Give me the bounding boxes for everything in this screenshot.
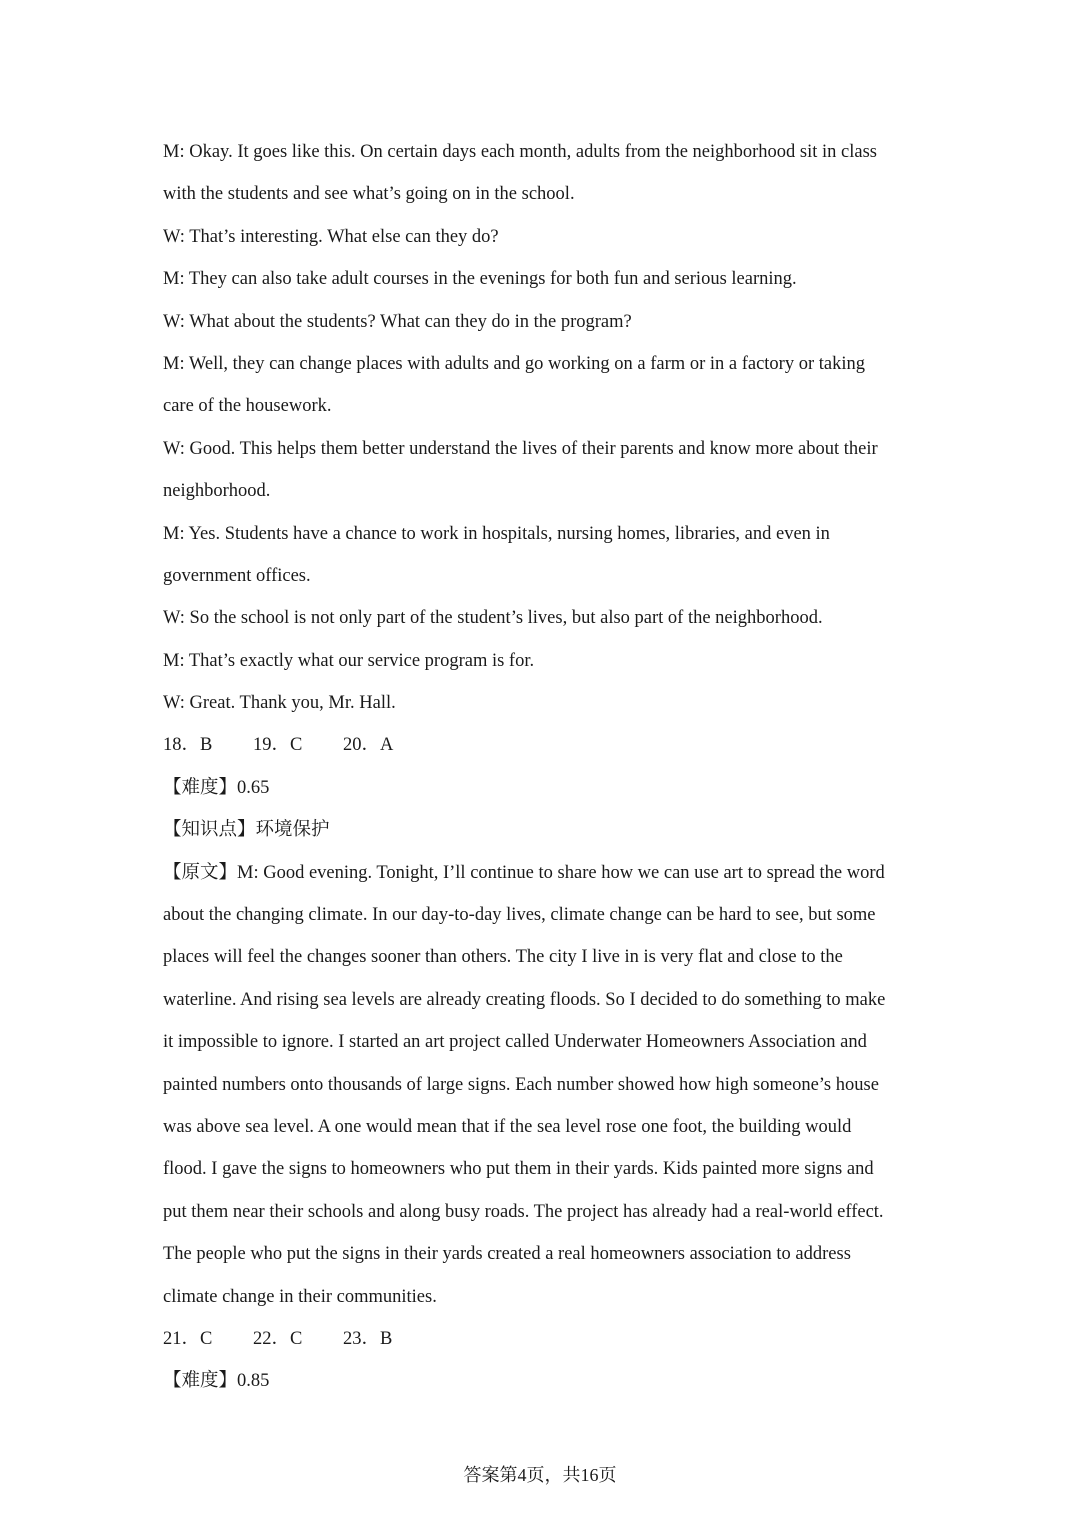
dialogue-line: M: They can also take adult courses in the evenings for both fun and serious learning.: [163, 269, 797, 290]
dialogue-line: W: That’s interesting. What else can they do?: [163, 226, 499, 247]
dialogue-line: M: That’s exactly what our service program is for.: [163, 650, 535, 671]
knowledge-point-label: 【知识点】环境保护: [163, 820, 330, 841]
original-text-line: places will feel the changes sooner than others. The city I live in is very flat and close to the: [163, 947, 843, 968]
answer-19: 19．C: [252, 735, 303, 756]
dialogue-line: neighborhood.: [163, 481, 271, 502]
dialogue-line: M: Okay. It goes like this. On certain days each month, adults from the neighborhood sit in class: [163, 142, 877, 162]
dialogue-line: with the students and see what’s going on in the school.: [163, 184, 575, 205]
page-content: [163, 131, 923, 1403]
original-text-line: waterline. And rising sea levels are already creating floods. So I decided to do something to make: [163, 989, 886, 1010]
answer-23: 23．B: [342, 1328, 393, 1349]
dialogue-line: W: What about the students? What can they do in the program?: [163, 311, 632, 332]
original-text-line: was above sea level. A one would mean that if the sea level rose one foot, the building would: [163, 1116, 852, 1137]
difficulty-label: 【难度】0.65: [163, 777, 270, 798]
original-text-line: The people who put the signs in their yards created a real homeowners association to address: [163, 1244, 851, 1265]
answer-22: 22．C: [252, 1328, 303, 1349]
answer-18: 18．B: [163, 735, 213, 756]
answer-21: 21．C: [163, 1328, 213, 1349]
answer-20: 20．A: [342, 735, 394, 756]
answer-row-18-20: [163, 724, 923, 766]
difficulty-label: 【难度】0.85: [163, 1371, 270, 1392]
dialogue-line: M: Yes. Students have a chance to work in hospitals, nursing homes, libraries, and even in: [163, 523, 830, 544]
original-text-line: 【原文】M: Good evening. Tonight, I’ll continue to share how we can use art to spread the word: [163, 862, 885, 883]
dialogue-line: M: Well, they can change places with adults and go working on a farm or in a factory or taking: [163, 353, 865, 374]
dialogue-line: government offices.: [163, 565, 311, 586]
dialogue-line: care of the housework.: [163, 396, 332, 417]
original-text-line: climate change in their communities.: [163, 1286, 437, 1307]
original-text-line: put them near their schools and along busy roads. The project has already had a real-world effect.: [163, 1201, 884, 1222]
page-footer: 答案第4页，共16页: [463, 1465, 617, 1485]
answer-row-21-23: [163, 1318, 923, 1360]
dialogue-line: W: So the school is not only part of the student’s lives, but also part of the neighborhood.: [163, 608, 823, 629]
original-text-line: it impossible to ignore. I started an art project called Underwater Homeowners Association and: [163, 1032, 867, 1053]
original-text-line: flood. I gave the signs to homeowners who put them in their yards. Kids painted more signs and: [163, 1159, 874, 1180]
dialogue-line: W: Great. Thank you, Mr. Hall.: [163, 693, 396, 714]
original-text-line: painted numbers onto thousands of large signs. Each number showed how high someone’s house: [163, 1074, 879, 1095]
dialogue-line: W: Good. This helps them better understand the lives of their parents and know more about their: [163, 438, 878, 459]
original-text-line: about the changing climate. In our day-to-day lives, climate change can be hard to see, but some: [163, 905, 876, 926]
